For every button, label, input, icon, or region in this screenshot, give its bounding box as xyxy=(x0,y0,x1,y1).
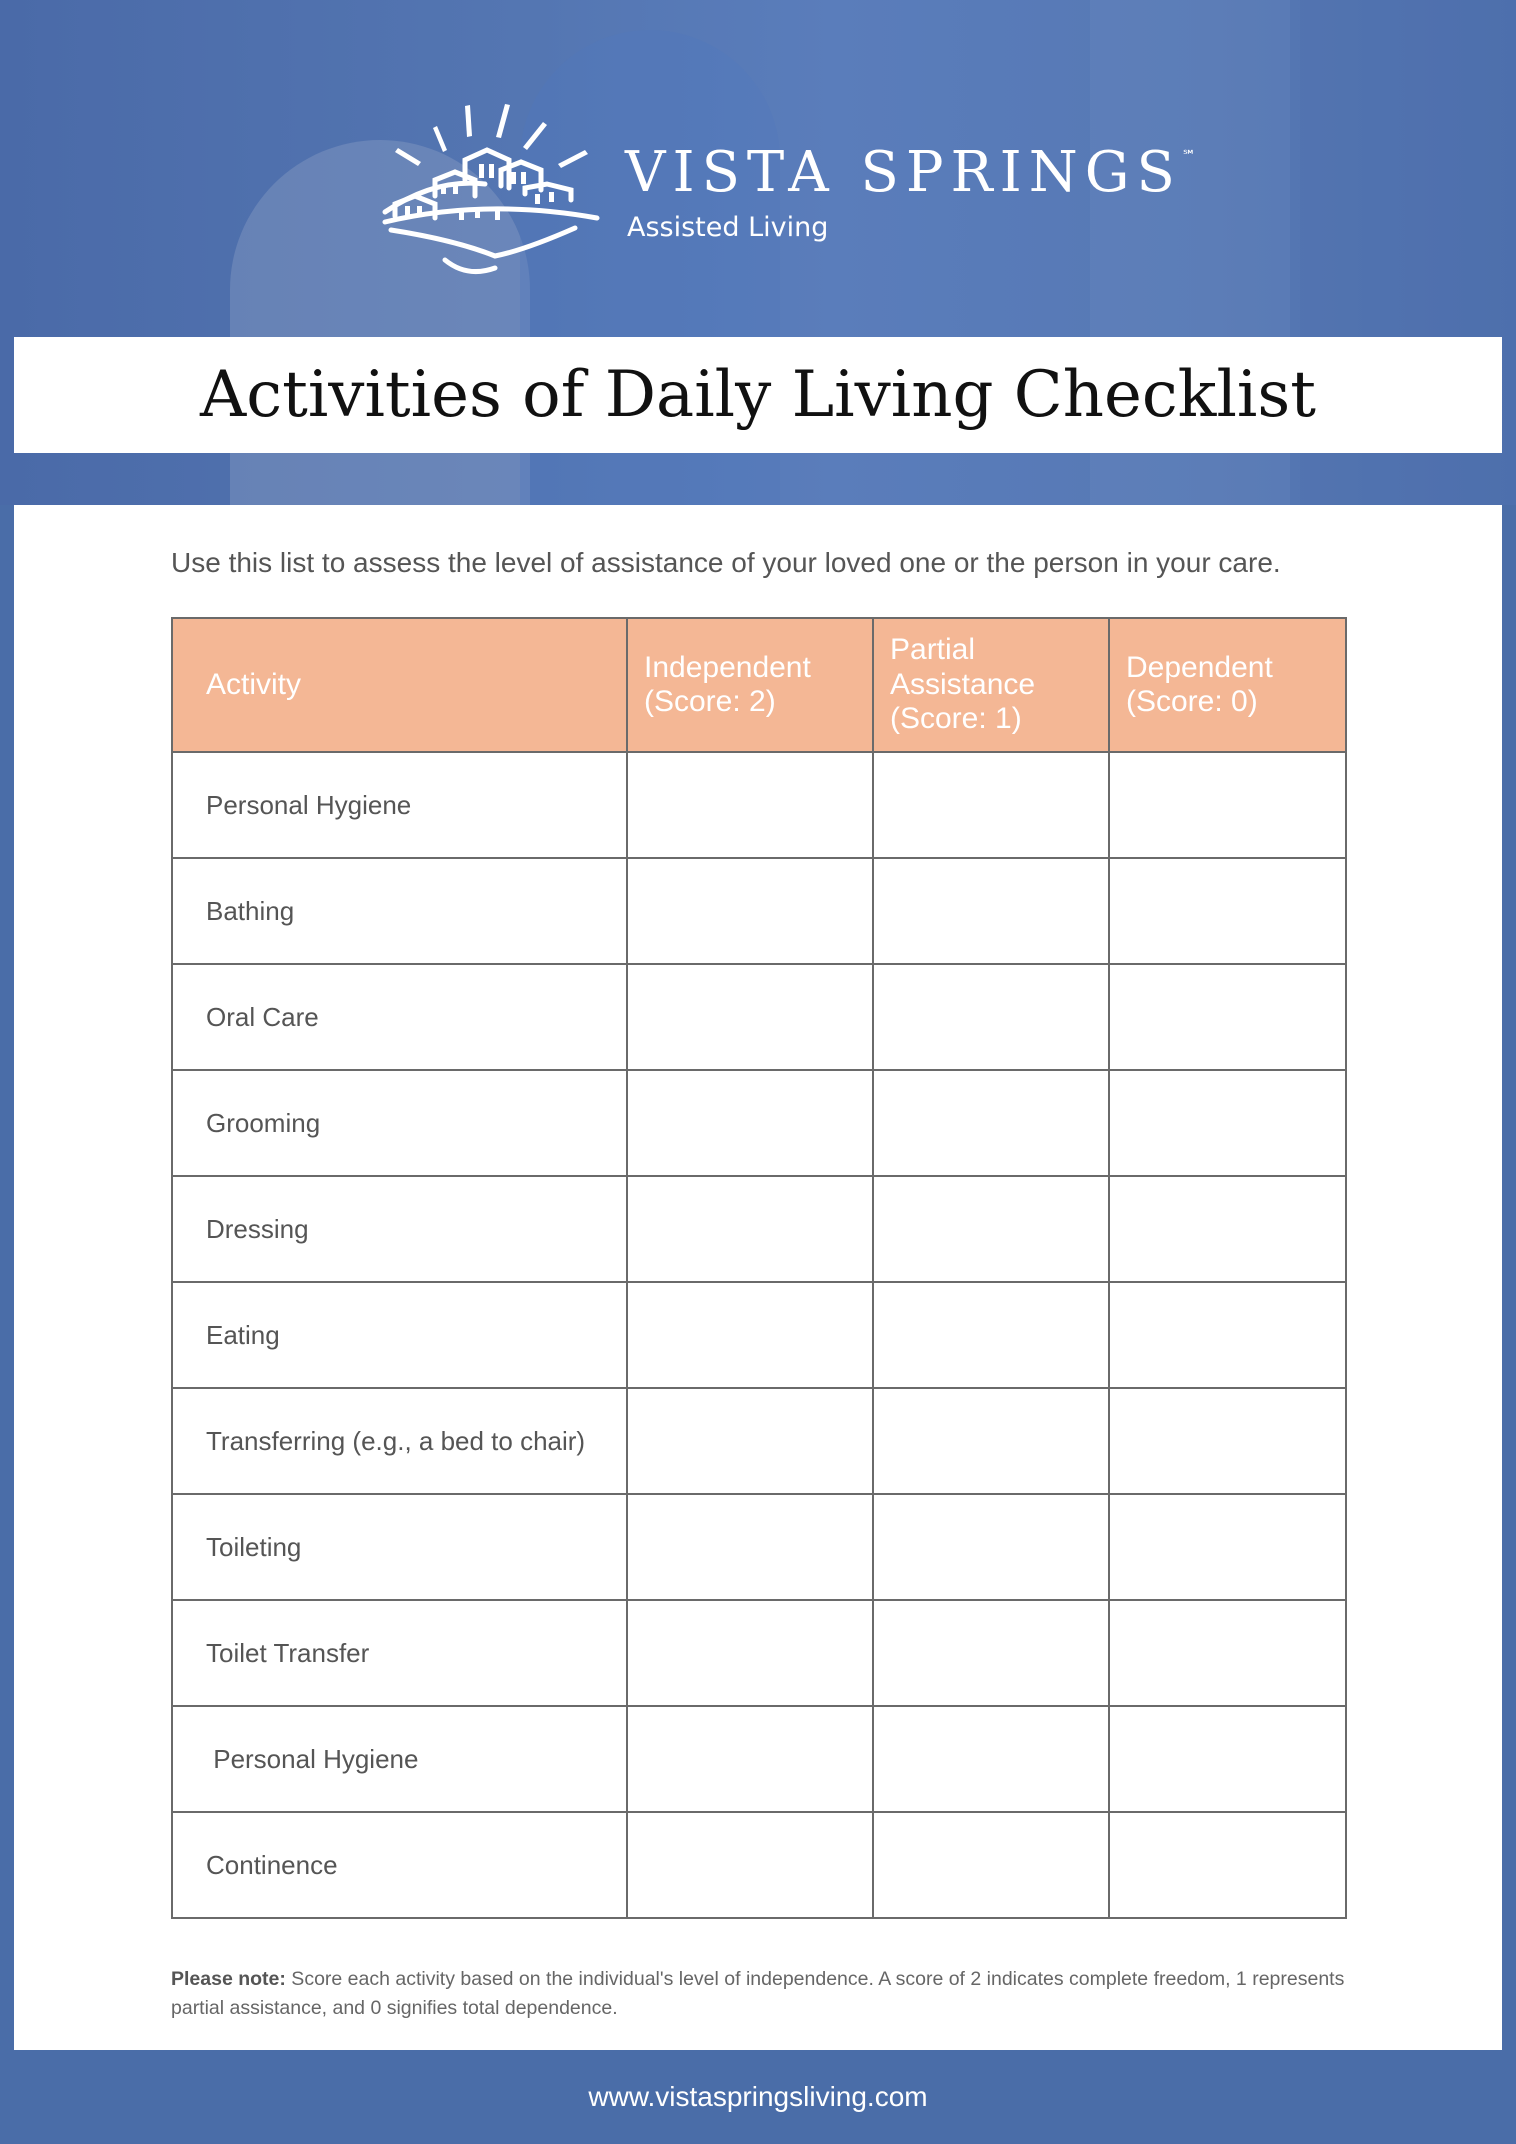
brand-name: VISTA SPRINGS℠ xyxy=(625,140,1197,205)
partial-score-cell[interactable] xyxy=(873,1070,1109,1176)
sunrise-houses-logo-icon xyxy=(375,100,605,280)
footer xyxy=(0,2050,1516,2144)
title-band xyxy=(14,337,1502,453)
intro-text: Use this list to assess the level of assistance of your loved one or the person in your care. xyxy=(171,547,1281,578)
page-title: Activities of Daily Living Checklist xyxy=(200,358,1316,432)
header-partial-score: (Score: 1) xyxy=(890,702,1022,736)
partial-score-cell[interactable] xyxy=(873,964,1109,1070)
table-row xyxy=(172,1070,1346,1176)
header-dependent-label: Dependent xyxy=(1126,650,1273,684)
dependent-score-cell[interactable] xyxy=(1109,752,1346,858)
partial-score-cell[interactable] xyxy=(873,1494,1109,1600)
header-independent-score: (Score: 2) xyxy=(644,685,776,718)
activity-cell: Bathing xyxy=(172,858,627,964)
independent-score-cell[interactable] xyxy=(627,1388,873,1494)
independent-score-cell[interactable] xyxy=(627,1812,873,1918)
activity-cell: Grooming xyxy=(172,1070,627,1176)
table-header-row xyxy=(172,618,1346,752)
activity-cell: Dressing xyxy=(172,1176,627,1282)
header-partial-assistance xyxy=(873,618,1109,752)
table-row xyxy=(172,1388,1346,1494)
dependent-score-cell[interactable] xyxy=(1109,1812,1346,1918)
table-row xyxy=(172,1282,1346,1388)
partial-score-cell[interactable] xyxy=(873,1706,1109,1812)
partial-score-cell[interactable] xyxy=(873,1176,1109,1282)
table-row xyxy=(172,1600,1346,1706)
brand-logo xyxy=(375,100,1197,280)
header-independent xyxy=(627,618,873,752)
website-link[interactable]: www.vistaspringsliving.com xyxy=(588,2081,928,2112)
activity-cell: Oral Care xyxy=(172,964,627,1070)
note-label: Please note: xyxy=(171,1968,286,1990)
partial-score-cell[interactable] xyxy=(873,752,1109,858)
scoring-note xyxy=(171,1965,1351,2023)
header-partial-label-2: Assistance xyxy=(890,667,1036,701)
adl-checklist-table xyxy=(171,617,1347,1919)
independent-score-cell[interactable] xyxy=(627,1070,873,1176)
dependent-score-cell[interactable] xyxy=(1109,1176,1346,1282)
partial-score-cell[interactable] xyxy=(873,1812,1109,1918)
partial-score-cell[interactable] xyxy=(873,1600,1109,1706)
activity-cell: Toilet Transfer xyxy=(172,1600,627,1706)
activity-cell: Personal Hygiene xyxy=(172,1706,627,1812)
table-row xyxy=(172,858,1346,964)
activity-cell: Continence xyxy=(172,1812,627,1918)
header-independent-label: Independent xyxy=(644,650,811,684)
table-row xyxy=(172,1176,1346,1282)
table-row xyxy=(172,752,1346,858)
table-row xyxy=(172,1494,1346,1600)
independent-score-cell[interactable] xyxy=(627,1176,873,1282)
activity-cell: Transferring (e.g., a bed to chair) xyxy=(172,1388,627,1494)
brand-subtitle: Assisted Living xyxy=(627,212,829,243)
independent-score-cell[interactable] xyxy=(627,964,873,1070)
checklist-content xyxy=(14,505,1502,2050)
dependent-score-cell[interactable] xyxy=(1109,1706,1346,1812)
header-partial-label-1: Partial xyxy=(890,633,976,667)
independent-score-cell[interactable] xyxy=(627,1600,873,1706)
header-activity: Activity xyxy=(172,618,627,752)
dependent-score-cell[interactable] xyxy=(1109,1070,1346,1176)
header-dependent-score: (Score: 0) xyxy=(1126,685,1258,718)
independent-score-cell[interactable] xyxy=(627,1494,873,1600)
partial-score-cell[interactable] xyxy=(873,858,1109,964)
independent-score-cell[interactable] xyxy=(627,1282,873,1388)
dependent-score-cell[interactable] xyxy=(1109,1494,1346,1600)
header-dependent xyxy=(1109,618,1346,752)
activity-cell: Personal Hygiene xyxy=(172,752,627,858)
activity-cell: Toileting xyxy=(172,1494,627,1600)
independent-score-cell[interactable] xyxy=(627,858,873,964)
table-row xyxy=(172,1706,1346,1812)
partial-score-cell[interactable] xyxy=(873,1282,1109,1388)
trademark-mark: ℠ xyxy=(1181,148,1197,164)
table-row xyxy=(172,964,1346,1070)
independent-score-cell[interactable] xyxy=(627,752,873,858)
activity-cell: Eating xyxy=(172,1282,627,1388)
dependent-score-cell[interactable] xyxy=(1109,1388,1346,1494)
dependent-score-cell[interactable] xyxy=(1109,1282,1346,1388)
dependent-score-cell[interactable] xyxy=(1109,964,1346,1070)
partial-score-cell[interactable] xyxy=(873,1388,1109,1494)
dependent-score-cell[interactable] xyxy=(1109,858,1346,964)
dependent-score-cell[interactable] xyxy=(1109,1600,1346,1706)
note-text: Score each activity based on the individual's level of independence. A score of 2 indicates complete freedom, 1 represents partial assistance, and 0 signifies total dependence. xyxy=(171,1968,1345,2019)
table-row xyxy=(172,1812,1346,1918)
independent-score-cell[interactable] xyxy=(627,1706,873,1812)
